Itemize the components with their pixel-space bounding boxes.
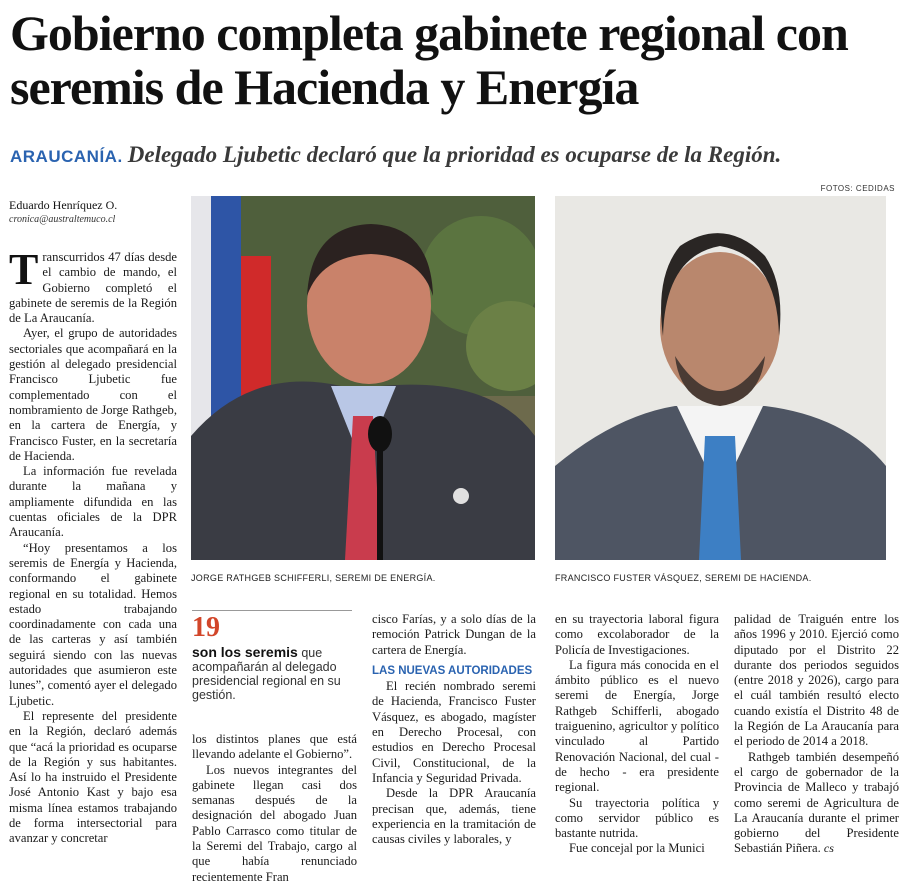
paragraph-1: Transcurridos 47 días desde el cambio de mando, el Gobierno completó el gabinete de seremis de la Región de La Araucanía. [9, 245, 177, 326]
paragraph-16: Rathgeb también desempeñó el cargo de gobernador de la Provincia de Malleco y trabajó como seremi de Agricultura de La Araucanía durante el primer gobierno del Presidente Sebastián Piñera. cs [734, 749, 899, 856]
paragraph-4: “Hoy presentamos a los seremis de Energía y Hacienda, conformando el gabinete regional en su totalidad. Hemos estado trabajando coordinadamente con cada una de las carteras y así también seguirá siendo con las nuevas autoridades que asumieron este lunes”, comentó ayer el delegado Ljubetic. [9, 540, 177, 708]
paragraph-6: los distintos planes que está llevando adelante el Gobierno”. [192, 732, 357, 762]
author-email: cronica@australtemuco.cl [9, 214, 116, 225]
portrait-rathgeb-image [191, 196, 535, 560]
drop-cap: T [9, 245, 39, 294]
paragraph-10: Desde la DPR Araucanía precisan que, además, tiene experiencia en la tramitación de causas civiles y laborales, y [372, 786, 536, 847]
article-column-5 [734, 612, 899, 857]
article-column-3 [372, 612, 536, 847]
paragraph-12: La figura más conocida en el ámbito público es el nuevo seremi de Energía, Jorge Rathgeb Schifferli, abogado traiguenino, agricultor y político vinculado al Partido Renovación Nacional, del cual - de hecho - era presidente regional. [555, 657, 719, 795]
end-mark: cs [823, 841, 834, 856]
stat-description [192, 645, 357, 702]
paragraph-5: El represente del presidente en la Región, declaró además que “acá la prioridad es ocuparse de la Región y sus habitantes. Así lo ha instruido el Presidente José Antonio Kast y bajo esa misma línea estamos trabajando de forma intersectorial para avanzar y concretar [9, 708, 177, 846]
photo-rathgeb [191, 196, 535, 560]
stat-rest: que acompañarán al delegado presidencial regional en su gestión. [192, 646, 341, 702]
stat-bold: son los seremis [192, 644, 298, 660]
paragraph-2: Ayer, el grupo de autoridades sectoriales que acompañará en la gestión al delegado presidencial Francisco Ljubetic fue complementado con el nombramiento de Jorge Rathgeb, en la cartera de Energía, y Francisco Fuster, en la secretaría de Hacienda. [9, 326, 177, 463]
paragraph-11: en su trayectoria laboral figura como excolaborador de la Policía de Investigaciones. [555, 612, 719, 657]
paragraph-14: Fue concejal por la Munici [569, 841, 705, 856]
article-subhead: Delegado Ljubetic declaró que la prioridad es ocuparse de la Región. [127, 142, 782, 167]
subsection-heading: LAS NUEVAS AUTORIDADES [372, 664, 533, 677]
portrait-fuster-image [555, 196, 886, 560]
photo-fuster [555, 196, 886, 560]
paragraph-3: La información fue revelada durante la mañana y ampliamente difundida en las cuentas oficiales de la DPR Araucanía. [9, 464, 177, 540]
author-name: Eduardo Henríquez O. [9, 198, 118, 212]
article-column-2 [192, 732, 357, 885]
paragraph-9: El recién nombrado seremi de Hacienda, Francisco Fuster Vásquez, es abogado, magíster en Derecho Procesal, con estudios en Derecho Procesal Civil, Constitucional, de la Infancia y Seguridad Privada. [372, 679, 536, 785]
stat-number: 19 [192, 612, 220, 643]
article-headline: Gobierno completa gabinete regional con seremis de Hacienda y Energía [10, 5, 848, 115]
paragraph-13: Su trayectoria política y como servidor público es bastante nutrida. [555, 795, 719, 841]
paragraph-8: cisco Farías, y a solo días de la remoción Patrick Dungan de la cartera de Energía. [372, 612, 536, 657]
paragraph-7: Los nuevos integrantes del gabinete llegan casi dos semanas después de la designación del abogado Juan Pablo Carrasco como titular de la Seremi del Trabajo, cargo al que había renunciado recientemente Fran [192, 762, 357, 884]
caption-fuster: FRANCISCO FUSTER VÁSQUEZ, SEREMI DE HACIENDA. [555, 573, 812, 583]
photo-credit: FOTOS: CEDIDAS [820, 184, 895, 193]
paragraph-15: palidad de Traiguén entre los años 1996 y 2010. Ejerció como diputado por el Distrito 22 durante dos periodos seguidos (entre 2018 y 2026), cargo para el cuál también resultó electo cuando existía el Distrito 48 de la Región de La Araucanía para el periodo de 2014 a 2018. [734, 612, 899, 749]
caption-rathgeb: JORGE RATHGEB SCHIFFERLI, SEREMI DE ENERGÍA. [191, 573, 436, 583]
article-column-4 [555, 612, 719, 857]
kicker-line [10, 142, 900, 168]
article-column-1 [9, 245, 177, 847]
section-kicker: ARAUCANÍA. [10, 147, 123, 166]
stat-divider [192, 610, 352, 611]
